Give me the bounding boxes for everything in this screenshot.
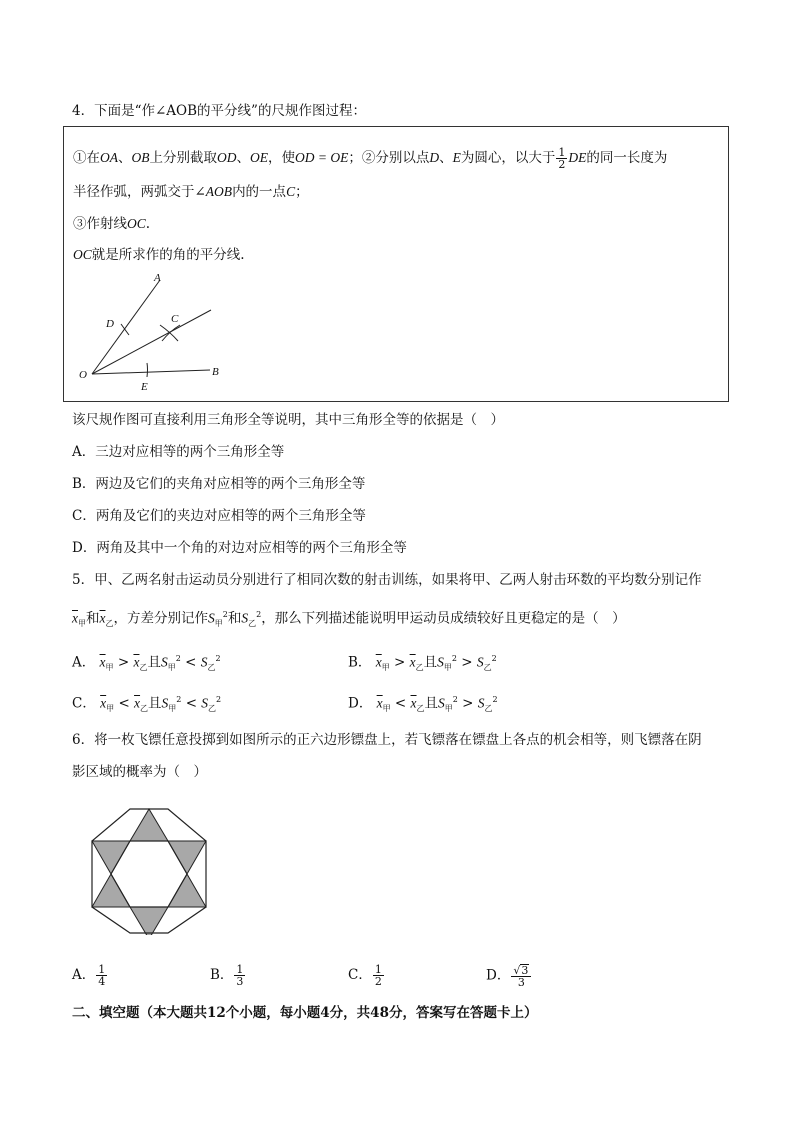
shaded-triangle-top-left xyxy=(92,841,130,874)
shaded-triangle-top-right xyxy=(168,841,206,874)
section-2-header: 二、填空题（本大题共12个小题，每小题4分，共48分，答案写在答题卡上） xyxy=(72,1005,538,1021)
q5-option-c[interactable]: C． $\overline{x}_甲 < \overline{x}_乙$且$S_甲^2 < S_乙^2$ xyxy=(72,695,222,714)
q5-stem-2: $\overline{x}_甲$和$\overline{x}_乙$，方差分别记作$S_甲^2$和$S_乙^2$，那么下列描述能说明甲运动员成绩较好且更稳定的是（ ） xyxy=(72,610,626,629)
q6-stem-1: 6．将一枚飞镖任意投掷到如图所示的正六边形镖盘上，若飞镖落在镖盘上各点的机会相等，则飞镖落在阴 xyxy=(72,732,702,748)
q6-option-a[interactable]: A． $\frac{1}{4}$ xyxy=(72,963,106,988)
q6-option-c[interactable]: C． $\frac{1}{2}$ xyxy=(348,963,382,988)
shaded-triangle-top xyxy=(130,809,168,841)
q5-stem-1: 5．甲、乙两名射击运动员分别进行了相同次数的射击训练，如果将甲、乙两人射击环数的平均数分别记作 xyxy=(72,572,702,588)
q5-option-a[interactable]: A． $\overline{x}_甲 > \overline{x}_乙$且$S_甲^2 < S_乙^2$ xyxy=(72,654,221,673)
arc-d xyxy=(121,324,129,335)
construction-step-1: ①在OA、OB上分别截取OD、OE，使OD = OE；②分别以点D、E为圆心，以大于 $\frac{1}{2}$ DE的同一长度为 xyxy=(73,146,668,171)
ray-ob xyxy=(92,370,210,374)
q4-option-c[interactable]: C．两角及它们的夹边对应相等的两个三角形全等 xyxy=(72,508,366,524)
construction-box xyxy=(63,126,729,402)
q6-option-b[interactable]: B． $\frac{1}{3}$ xyxy=(210,963,244,988)
q5-option-b[interactable]: B． $\overline{x}_甲 > \overline{x}_乙$且$S_甲^2 > S_乙^2$ xyxy=(348,654,497,673)
label-D: D xyxy=(106,318,114,330)
construction-step-2: 半径作弧，两弧交于∠AOB内的一点C； xyxy=(73,184,309,200)
q4-option-a[interactable]: A．三边对应相等的两个三角形全等 xyxy=(72,444,285,460)
q6-option-d[interactable]: D． $\frac{√3}{3}$ xyxy=(486,964,532,988)
shaded-triangle-bottom-left xyxy=(92,874,130,907)
construction-step-3: ③作射线OC. xyxy=(73,216,151,232)
angle-bisector-figure xyxy=(70,267,240,392)
label-A: A xyxy=(154,272,161,284)
label-C: C xyxy=(171,313,179,325)
label-O: O xyxy=(79,369,87,381)
arc-e xyxy=(147,363,148,377)
q4-stem: 4．下面是“作∠AOB的平分线”的尺规作图过程： xyxy=(72,103,366,119)
q6-stem-2: 影区域的概率为（ ） xyxy=(72,764,207,780)
label-E: E xyxy=(141,381,148,392)
q4-option-d[interactable]: D．两角及其中一个角的对边对应相等的两个三角形全等 xyxy=(72,540,407,556)
hexagon-dartboard-figure xyxy=(84,805,214,935)
q4-question: 该尺规作图可直接利用三角形全等说明，其中三角形全等的依据是（ ） xyxy=(72,412,504,428)
construction-conclusion: OC就是所求作的角的平分线. xyxy=(73,247,245,263)
shaded-triangle-bottom-right xyxy=(168,874,206,907)
label-B: B xyxy=(212,366,219,378)
fraction-half: $\frac{1}{2}$ xyxy=(558,146,566,171)
ray-oa xyxy=(92,280,160,374)
q4-option-b[interactable]: B．两边及它们的夹角对应相等的两个三角形全等 xyxy=(72,476,366,492)
q5-option-d[interactable]: D． $\overline{x}_甲 < \overline{x}_乙$且$S_甲^2 > S_乙^2$ xyxy=(348,695,498,714)
arc-c2 xyxy=(162,325,180,341)
shaded-triangle-bottom xyxy=(130,907,168,935)
